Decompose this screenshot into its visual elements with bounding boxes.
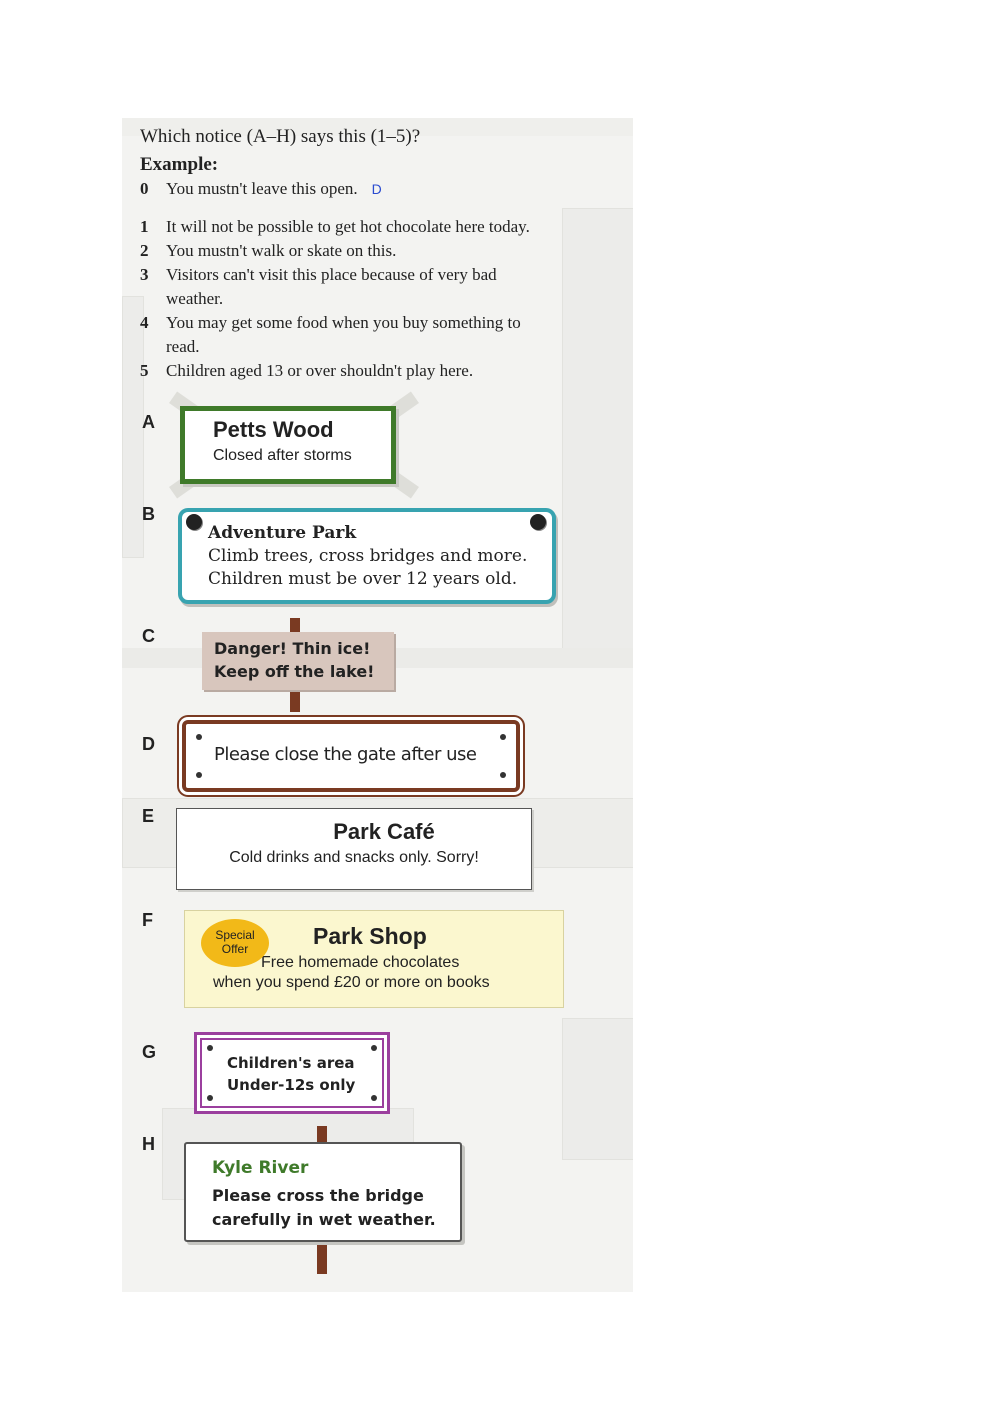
example-text: You mustn't leave this open.: [166, 179, 358, 198]
notice-f: [184, 910, 564, 1008]
instruction: Which notice (A–H) says this (1–5)?: [140, 126, 421, 147]
screw-icon: [500, 734, 506, 740]
notice-title: Petts Wood: [213, 417, 334, 442]
question-3: [140, 263, 497, 311]
question-number: 4: [140, 313, 149, 332]
question-text: It will not be possible to get hot chocolate here today.: [166, 217, 530, 236]
notice-text: Closed after storms: [213, 447, 352, 464]
bleed-through: [562, 1018, 633, 1160]
question-text-continued: weather.: [166, 289, 224, 308]
notice-b: [178, 508, 556, 604]
notice-title: Park Shop: [313, 923, 427, 949]
notice-text: Free homemade chocolates: [261, 954, 460, 971]
notice-c: [202, 632, 394, 690]
question-number: 1: [140, 217, 149, 236]
example-label: Example:: [140, 154, 219, 175]
question-4: [140, 311, 521, 359]
question-text: You mustn't walk or skate on this.: [166, 241, 397, 260]
question-number: 2: [140, 241, 149, 260]
notice-letter-b: B: [142, 504, 155, 524]
notice-text: when you spend £20 or more on books: [213, 974, 490, 991]
screw-icon: [371, 1095, 377, 1101]
screw-icon: [196, 772, 202, 778]
notice-letter-d: D: [142, 734, 155, 754]
example-answer: D: [371, 181, 382, 197]
question-text: You may get some food when you buy something to: [166, 313, 521, 332]
worksheet-page: [122, 118, 633, 1292]
notice-text: Please cross the bridge: [212, 1186, 424, 1205]
notice-text: Climb trees, cross bridges and more.: [208, 546, 528, 566]
notice-h: [184, 1142, 462, 1242]
special-offer-badge: [201, 919, 269, 967]
notice-letter-h: H: [142, 1134, 155, 1154]
notice-text: Danger! Thin ice!: [214, 639, 371, 658]
notice-text: Keep off the lake!: [214, 662, 375, 681]
notice-text: Children must be over 12 years old.: [208, 569, 518, 589]
screw-icon: [207, 1095, 213, 1101]
notice-text: Cold drinks and snacks only. Sorry!: [229, 849, 479, 866]
notice-title: Kyle River: [212, 1158, 309, 1178]
badge-text: Offer: [221, 942, 249, 956]
pin-icon: [186, 514, 202, 530]
notice-e: [176, 808, 532, 890]
notice-letter-g: G: [142, 1042, 157, 1062]
screw-icon: [196, 734, 202, 740]
notice-letter-f: F: [142, 910, 153, 930]
example-number: 0: [140, 179, 149, 198]
question-2: [140, 239, 396, 263]
question-text-continued: read.: [166, 337, 200, 356]
pin-icon: [530, 514, 546, 530]
notice-letter-a: A: [142, 412, 155, 432]
question-1: [140, 215, 530, 239]
example-item: [140, 177, 382, 201]
question-5: [140, 359, 473, 383]
notice-d: [182, 720, 520, 792]
screw-icon: [371, 1045, 377, 1051]
bleed-through: [562, 208, 633, 650]
notice-text: Children's area: [227, 1054, 355, 1072]
screw-icon: [207, 1045, 213, 1051]
notice-text: Under-12s only: [227, 1076, 356, 1094]
notice-letter-c: C: [142, 626, 155, 646]
question-text: Visitors can't visit this place because of very bad: [166, 265, 497, 284]
question-text: Children aged 13 or over shouldn't play here.: [166, 361, 474, 380]
notice-text: carefully in wet weather.: [212, 1210, 436, 1229]
question-number: 5: [140, 361, 149, 380]
notice-letter-e: E: [142, 806, 155, 826]
notice-title: Adventure Park: [208, 523, 357, 543]
badge-text: Special: [215, 928, 255, 942]
notice-g: [194, 1032, 390, 1114]
question-number: 3: [140, 265, 149, 284]
notice-title: Park Café: [333, 819, 435, 844]
screw-icon: [500, 772, 506, 778]
notice-text: Please close the gate after use: [214, 744, 477, 765]
notice-a: [180, 406, 396, 484]
